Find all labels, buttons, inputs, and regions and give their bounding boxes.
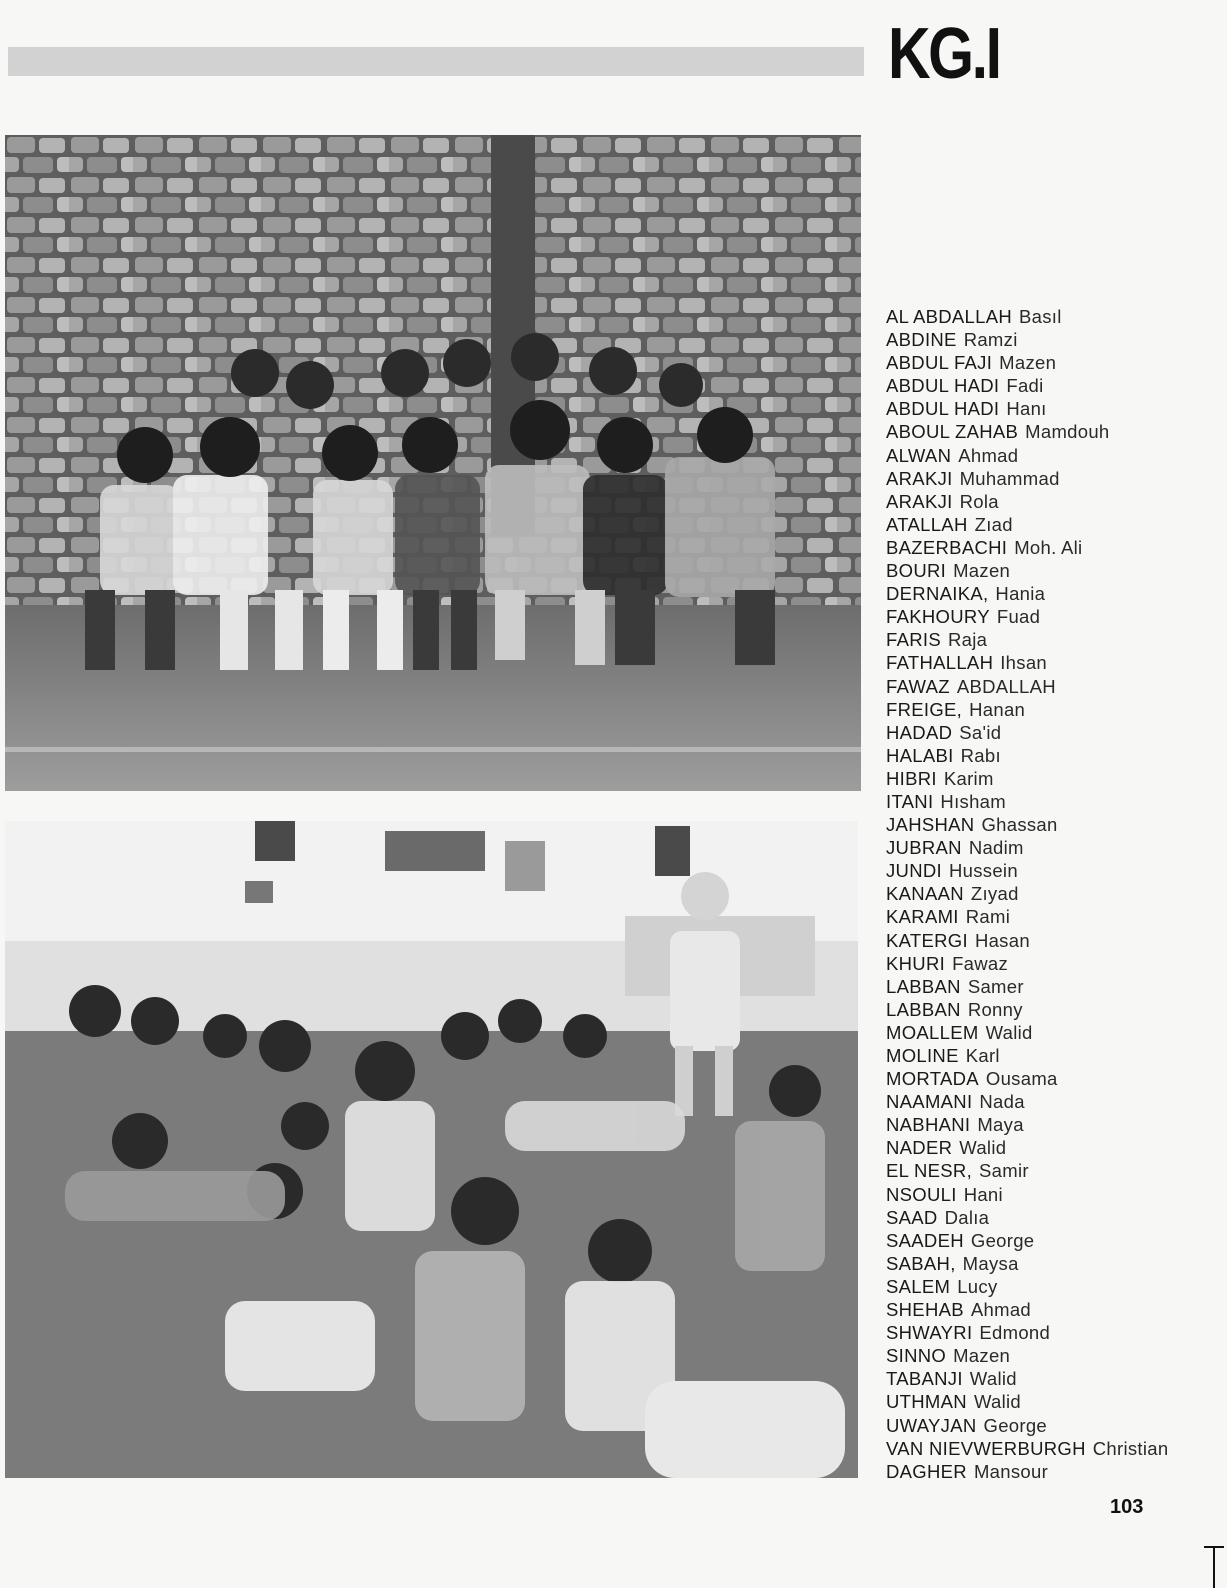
student-surname: HIBRI (886, 767, 937, 789)
roster-entry (886, 444, 1216, 467)
student-surname: VAN NIEVWERBURGH (886, 1437, 1086, 1459)
student-surname: FATHALLAH (886, 652, 994, 674)
student-given-name: Hussein (948, 860, 1018, 882)
student-surname: ABDUL FAJI (886, 352, 993, 374)
page-title: KG.I (888, 14, 1000, 94)
student-given-name: Fuad (996, 606, 1041, 628)
student-given-name: Sa'id (959, 721, 1002, 743)
page-number: 103 (1110, 1496, 1144, 1518)
roster-entry (886, 328, 1216, 351)
class-photo-classroom (5, 821, 858, 1478)
roster-entry (886, 1090, 1216, 1113)
student-surname: BAZERBACHI (886, 536, 1008, 558)
student-surname: DAGHER (886, 1460, 967, 1482)
student-given-name: Zıad (974, 513, 1013, 535)
student-surname: ABDUL HADI (886, 375, 1000, 397)
roster-entry (886, 975, 1216, 998)
class-photo-outdoor (5, 135, 861, 791)
roster-entry (886, 1067, 1216, 1090)
roster-entry (886, 397, 1216, 420)
student-surname: TABANJI (886, 1368, 963, 1390)
student-given-name: Hısham (940, 790, 1006, 812)
student-given-name: Mazen (999, 352, 1057, 374)
roster-entry (886, 1021, 1216, 1044)
student-surname: SAADEH (886, 1229, 964, 1251)
student-surname: SHWAYRI (886, 1322, 973, 1344)
roster-entry (886, 929, 1216, 952)
student-given-name: Walid (973, 1391, 1022, 1413)
roster-entry (886, 1159, 1216, 1182)
student-given-name: Edmond (979, 1322, 1051, 1344)
student-surname: FAKHOURY (886, 606, 990, 628)
roster-entry (886, 351, 1216, 374)
roster-entry (886, 905, 1216, 928)
roster-entry (886, 1113, 1216, 1136)
student-given-name: Fawaz (952, 952, 1009, 974)
student-given-name: Hasan (974, 929, 1030, 951)
roster-entry (886, 882, 1216, 905)
student-surname: EL NESR, (886, 1160, 973, 1182)
roster-entry (886, 1229, 1216, 1252)
roster-entry (886, 605, 1216, 628)
roster-entry (886, 952, 1216, 975)
roster-entry (886, 1460, 1216, 1483)
student-given-name: Ahmad (958, 444, 1019, 466)
student-surname: DERNAIKA, (886, 583, 989, 605)
header-rule (8, 47, 864, 76)
student-surname: HADAD (886, 721, 953, 743)
student-given-name: Zıyad (970, 883, 1019, 905)
student-given-name: Ramzi (963, 329, 1018, 351)
roster-entry (886, 698, 1216, 721)
student-given-name: Rola (959, 490, 999, 512)
student-surname: NADER (886, 1137, 953, 1159)
roster-entry (886, 1183, 1216, 1206)
student-surname: KANAAN (886, 883, 964, 905)
student-given-name: George (983, 1414, 1048, 1436)
roster-entry (886, 675, 1216, 698)
student-roster (886, 305, 1216, 1483)
roster-entry (886, 859, 1216, 882)
student-surname: LABBAN (886, 998, 961, 1020)
student-surname: FARIS (886, 629, 941, 651)
student-given-name: Hani (963, 1183, 1003, 1205)
roster-entry (886, 305, 1216, 328)
roster-entry (886, 559, 1216, 582)
roster-entry (886, 628, 1216, 651)
student-given-name: Mazen (953, 560, 1011, 582)
student-given-name: Hanı (1006, 398, 1047, 420)
roster-entry (886, 721, 1216, 744)
student-surname: KATERGI (886, 929, 968, 951)
student-surname: JAHSHAN (886, 814, 975, 836)
roster-entry (886, 1252, 1216, 1275)
roster-entry (886, 1206, 1216, 1229)
student-surname: ALWAN (886, 444, 952, 466)
student-given-name: Maya (977, 1114, 1024, 1136)
roster-entry (886, 420, 1216, 443)
student-surname: ABDINE (886, 329, 957, 351)
student-given-name: Lucy (957, 1275, 998, 1297)
student-surname: JUNDI (886, 860, 942, 882)
student-given-name: Mamdouh (1025, 421, 1110, 443)
student-surname: MOALLEM (886, 1021, 979, 1043)
student-surname: UWAYJAN (886, 1414, 977, 1436)
student-surname: AL ABDALLAH (886, 306, 1013, 327)
student-given-name: Ihsan (1000, 652, 1047, 674)
student-surname: FAWAZ (886, 675, 950, 697)
roster-entry (886, 467, 1216, 490)
roster-entry (886, 790, 1216, 813)
photo-classroom-image (5, 821, 858, 1478)
student-given-name: Mazen (953, 1345, 1011, 1367)
student-surname: ABDUL HADI (886, 398, 1000, 420)
student-surname: NABHANI (886, 1114, 971, 1136)
roster-entry (886, 1044, 1216, 1067)
student-surname: BOURI (886, 560, 947, 582)
student-given-name: Nadim (968, 837, 1024, 859)
student-given-name: Raja (947, 629, 988, 651)
student-given-name: Rami (965, 906, 1011, 928)
student-given-name: Maysa (962, 1252, 1019, 1274)
student-given-name: Walid (985, 1021, 1033, 1043)
student-surname: NAAMANI (886, 1091, 973, 1113)
student-given-name: Hania (995, 583, 1046, 605)
student-given-name: Moh. Ali (1014, 536, 1083, 558)
student-surname: ARAKJI (886, 467, 953, 489)
student-surname: HALABI (886, 744, 954, 766)
student-given-name: Nada (979, 1091, 1025, 1113)
student-given-name: Basıl (1019, 306, 1062, 327)
student-given-name: Christian (1092, 1437, 1169, 1459)
student-given-name: Hanan (969, 698, 1026, 720)
roster-entry (886, 813, 1216, 836)
roster-entry (886, 1298, 1216, 1321)
student-given-name: Fadi (1006, 375, 1044, 397)
roster-entry (886, 490, 1216, 513)
student-given-name: Walid (959, 1137, 1007, 1159)
roster-entry (886, 582, 1216, 605)
student-surname: SABAH, (886, 1252, 956, 1274)
roster-entry (886, 767, 1216, 790)
student-given-name: Mansour (973, 1460, 1049, 1482)
roster-entry (886, 1344, 1216, 1367)
student-surname: ATALLAH (886, 513, 968, 535)
student-surname: MOLINE (886, 1045, 959, 1066)
student-surname: SHEHAB (886, 1299, 964, 1321)
student-surname: UTHMAN (886, 1391, 967, 1413)
roster-entry (886, 536, 1216, 559)
roster-entry (886, 513, 1216, 536)
student-surname: KARAMI (886, 906, 959, 928)
student-surname: NSOULI (886, 1183, 957, 1205)
roster-entry (886, 651, 1216, 674)
student-given-name: Karim (943, 767, 994, 789)
roster-entry (886, 1390, 1216, 1413)
student-given-name: Rabı (960, 744, 1001, 766)
roster-entry (886, 744, 1216, 767)
student-given-name: Dalıa (944, 1206, 990, 1228)
student-surname: ARAKJI (886, 490, 953, 512)
student-given-name: Ahmad (970, 1299, 1032, 1321)
student-given-name: Muhammad (959, 467, 1060, 489)
student-given-name: Karl (965, 1045, 1000, 1066)
student-given-name: Samir (979, 1160, 1029, 1182)
student-given-name: Ronny (967, 998, 1023, 1020)
roster-entry (886, 1136, 1216, 1159)
student-given-name: ABDALLAH (956, 675, 1056, 697)
student-surname: SALEM (886, 1275, 951, 1297)
student-surname: SAAD (886, 1206, 938, 1228)
roster-entry (886, 836, 1216, 859)
student-surname: KHURI (886, 952, 946, 974)
roster-entry (886, 1321, 1216, 1344)
student-given-name: Ousama (985, 1068, 1058, 1090)
roster-entry (886, 1367, 1216, 1390)
student-surname: ITANI (886, 790, 934, 812)
roster-entry (886, 998, 1216, 1021)
student-given-name: Ghassan (981, 814, 1058, 836)
student-surname: FREIGE, (886, 698, 963, 720)
student-given-name: Walid (969, 1368, 1017, 1390)
student-surname: SINNO (886, 1345, 947, 1367)
student-surname: LABBAN (886, 975, 961, 997)
photo-outdoor-image (5, 135, 861, 791)
roster-entry (886, 1414, 1216, 1437)
roster-entry (886, 374, 1216, 397)
student-surname: ABOUL ZAHAB (886, 421, 1019, 443)
crop-mark-icon (1202, 1545, 1226, 1588)
roster-entry (886, 1437, 1216, 1460)
student-surname: MORTADA (886, 1068, 979, 1090)
student-surname: JUBRAN (886, 837, 962, 859)
roster-entry (886, 1275, 1216, 1298)
student-given-name: George (970, 1229, 1035, 1251)
student-given-name: Samer (967, 975, 1024, 997)
